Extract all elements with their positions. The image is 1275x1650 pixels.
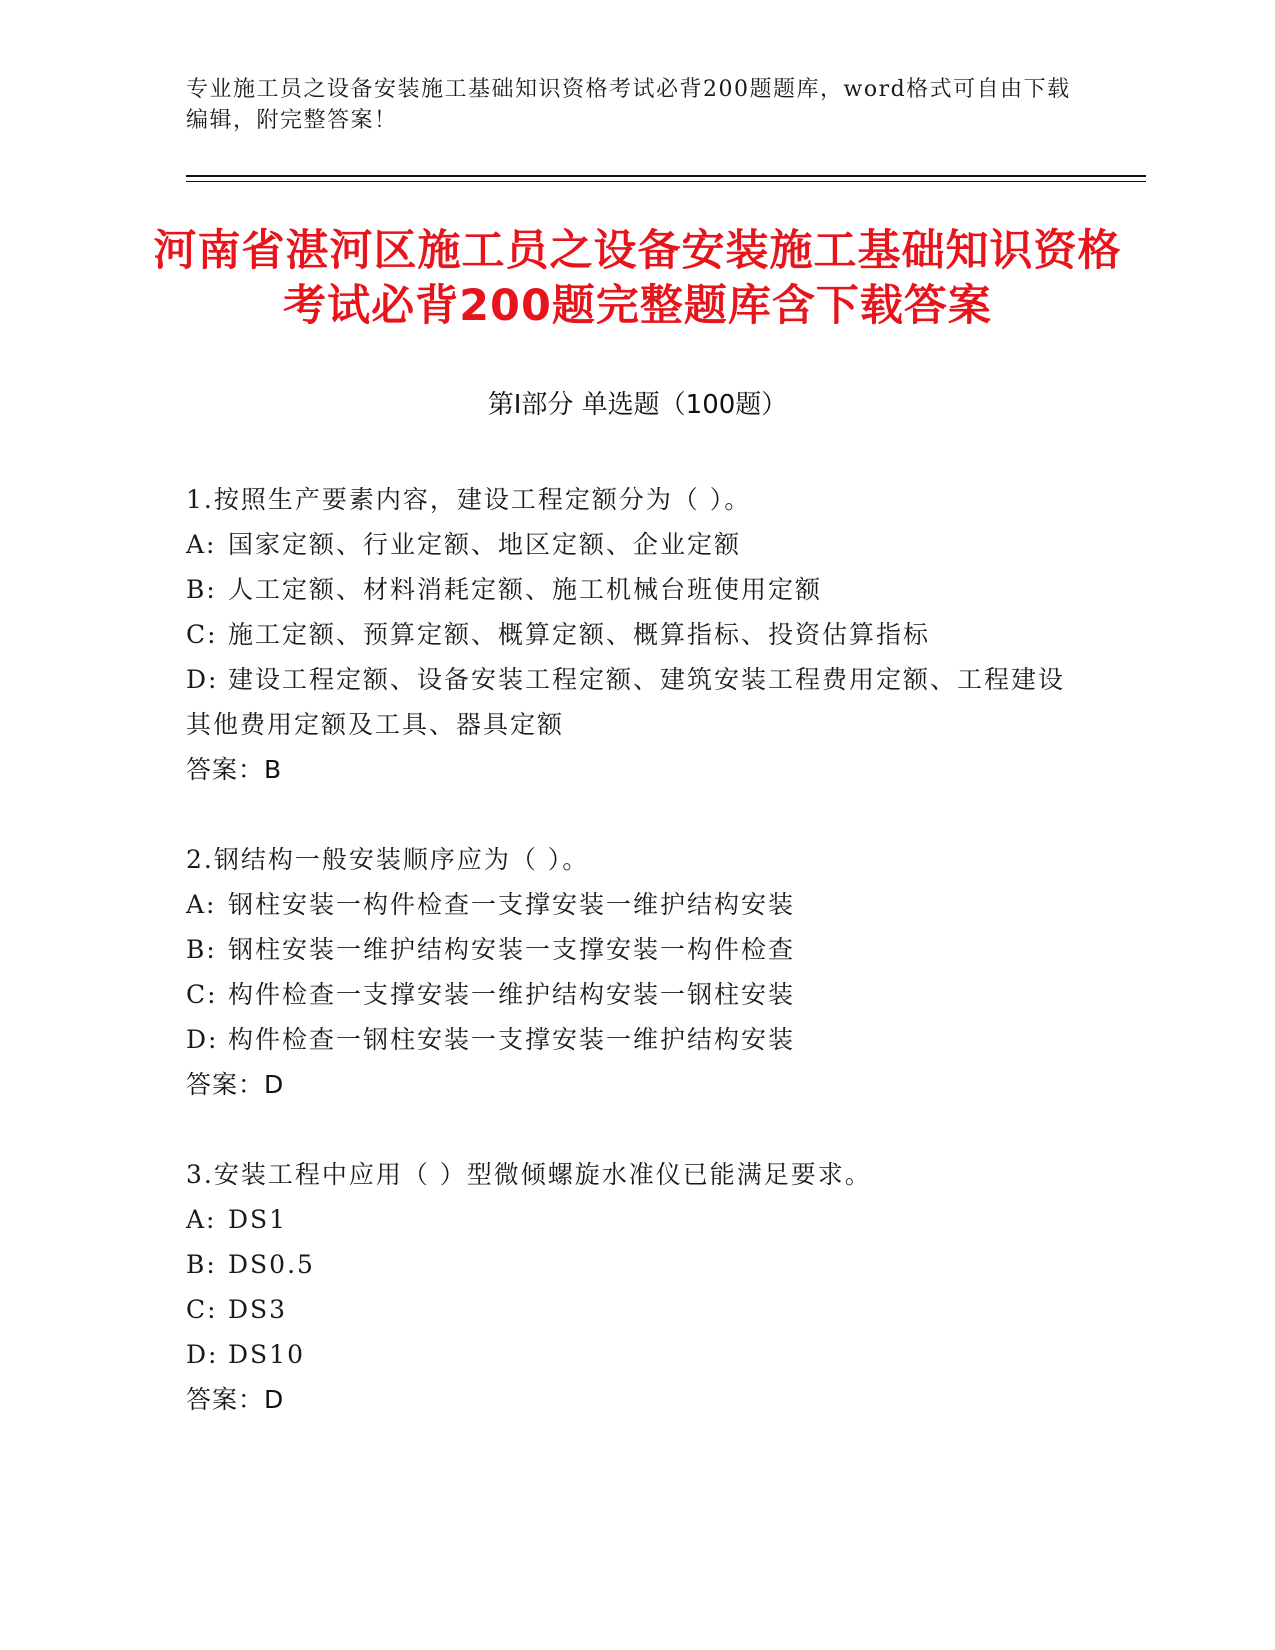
option-key: D: [186, 1340, 219, 1369]
option-key: A: [186, 1205, 217, 1234]
section-title: 第Ⅰ部分 单选题（100题） [487, 390, 788, 420]
option-d [186, 1332, 1086, 1377]
option-key: C: [186, 980, 218, 1009]
answer-line: 答案：B [186, 755, 283, 784]
option-text: 人工定额、材料消耗定额、施工机械台班使用定额 [228, 575, 823, 604]
header-note: 专业施工员之设备安装施工基础知识资格考试必背200题题库，word格式可自由下载编辑，附完整答案！ [186, 77, 1071, 133]
option-a [186, 522, 1086, 567]
option-b [186, 927, 1086, 972]
option-key: D: [186, 665, 219, 694]
option-text: DS3 [228, 1295, 288, 1324]
option-text: 钢柱安装一维护结构安装一支撑安装一构件检查 [228, 935, 796, 964]
option-c [186, 612, 1086, 657]
option-key: B: [186, 1250, 217, 1279]
question-1 [186, 477, 1086, 792]
option-key: B: [186, 935, 217, 964]
option-text: 建设工程定额、设备安装工程定额、建筑安装工程费用定额、工程建设其他费用定额及工具、器具定额 [186, 665, 1066, 739]
question-stem: 3.安装工程中应用（ ）型微倾螺旋水准仪已能满足要求。 [186, 1160, 872, 1189]
option-key: D: [186, 1025, 219, 1054]
option-text: 施工定额、预算定额、概算定额、概算指标、投资估算指标 [228, 620, 931, 649]
question-stem: 2.钢结构一般安装顺序应为（ ）。 [186, 845, 590, 874]
question-2 [186, 837, 1086, 1107]
answer-line: 答案：D [186, 1385, 285, 1414]
option-text: 钢柱安装一构件检查一支撑安装一维护结构安装 [228, 890, 796, 919]
answer-line: 答案：D [186, 1070, 285, 1099]
option-text: 构件检查一支撑安装一维护结构安装一钢柱安装 [228, 980, 796, 1009]
question-list [186, 477, 1086, 1467]
question-stem: 1.按照生产要素内容，建设工程定额分为（ ）。 [186, 485, 752, 514]
question-3 [186, 1152, 1086, 1422]
option-key: B: [186, 575, 217, 604]
option-c [186, 1287, 1086, 1332]
option-key: C: [186, 1295, 218, 1324]
header-divider-thin [186, 181, 1146, 182]
header-divider-thick [186, 175, 1146, 177]
option-text: DS10 [228, 1340, 305, 1369]
option-text: 构件检查一钢柱安装一支撑安装一维护结构安装 [228, 1025, 796, 1054]
option-c [186, 972, 1086, 1017]
option-b [186, 567, 1086, 612]
option-a [186, 1197, 1086, 1242]
option-text: 国家定额、行业定额、地区定额、企业定额 [228, 530, 742, 559]
option-key: C: [186, 620, 218, 649]
option-key: A: [186, 890, 217, 919]
option-text: DS1 [228, 1205, 288, 1234]
option-key: A: [186, 530, 217, 559]
document-title: 河南省湛河区施工员之设备安装施工基础知识资格考试必背200题完整题库含下载答案 [153, 226, 1122, 331]
option-d [186, 657, 1086, 747]
option-text: DS0.5 [228, 1250, 315, 1279]
option-d [186, 1017, 1086, 1062]
option-a [186, 882, 1086, 927]
option-b [186, 1242, 1086, 1287]
